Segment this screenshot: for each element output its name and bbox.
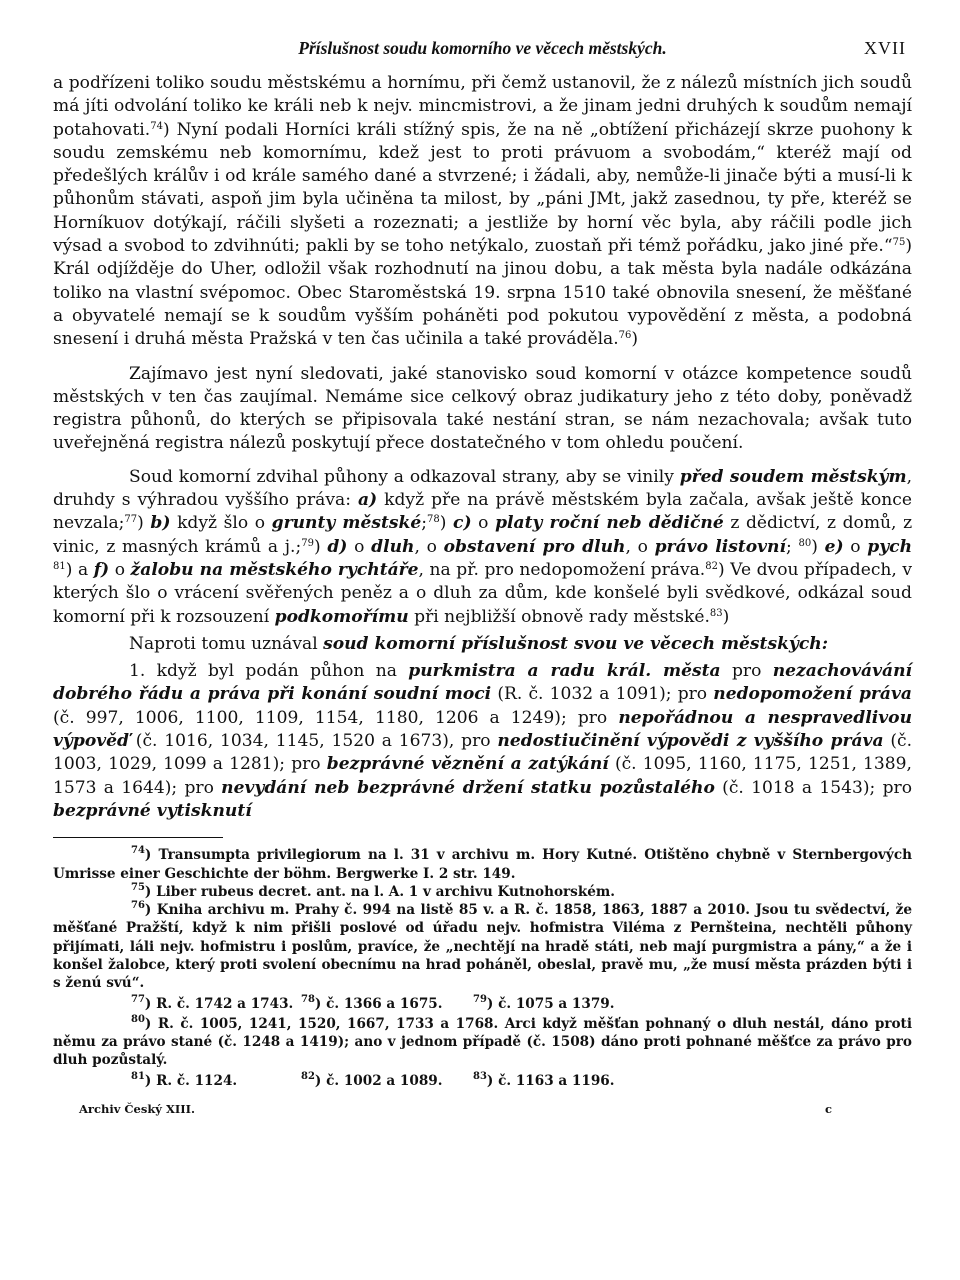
footnote (301, 995, 473, 1013)
footnote-ref: 74 (150, 120, 163, 132)
text-run: ) (439, 513, 447, 534)
footnote-ref: 83 (709, 607, 723, 619)
text-run: , o (625, 536, 648, 557)
footnote-text: ) Liber rubeus decret. ant. na l. A. 1 v archivu Kutnohorském. (144, 883, 616, 900)
emphasis: bezprávné vytisknutí (53, 800, 252, 821)
emphasis: nezachovávání dobrého řádu a práva při konání soudní moci (53, 661, 913, 705)
text-run: Soud komorní zdvihal půhony a odkazoval strany, aby se vinily (129, 466, 674, 487)
text-run: , o (414, 536, 437, 557)
text-run: při nejbližší obnově rady městské. (414, 606, 710, 627)
emphasis: nedostiučinění výpovědi z vyššího práva (497, 731, 884, 752)
text-run: (č. 1016, 1034, 1145, 1520 a 1673), pro (135, 731, 491, 752)
footnote (473, 1072, 615, 1090)
emphasis: nevydání neb bezprávné držení statku pozůstalého (221, 777, 715, 798)
text-run: a podřízeni toliko soudu městskému a hornímu, při čemž ustanovil, že z nálezů místních jich soudů má jíti odvolání toliko ke králi neb k nejv. mincmistrovi, a že jinam jedni druhých k soudům nemají potahovati. (53, 73, 912, 140)
text-run: o (850, 536, 861, 557)
footnote-number: 80 (131, 1013, 145, 1025)
paragraph (53, 466, 912, 629)
running-title: Příslušnost soudu komorního ve věcech městských. (298, 38, 667, 58)
text-run: (R. č. 1032 a 1091); pro (497, 684, 708, 705)
list-marker: f) (93, 559, 110, 580)
emphasis: purkmistra a radu král. města (408, 661, 721, 682)
emphasis: pych (867, 536, 913, 557)
text-run: ) (313, 536, 321, 557)
signature-line: Archiv Český XIII. (79, 1102, 196, 1117)
text-run: ) Král odjížděje do Uher, odložil však rozhodnutí na jinou dobu, a tak města byla nadále odkázána toliko na vlastní svépomoc. Obec Staroměstská 19. srpna 1510 také obnovila snesení, že měšťané a obyvatelé nemají se k soudům vyšším poháněti pod pokutou vypovědění z města, a podobná snesení i druhá města Pražská v ten čas učinila a také prováděla. (53, 236, 912, 350)
emphasis: bezprávné věznění a zatýkání (326, 754, 609, 775)
text-run: ) (137, 513, 144, 534)
text-run: (č. 1003, 1029, 1099 a 1281); pro (53, 731, 913, 775)
footnote-ref: 80 (798, 537, 812, 549)
footnote-divider (53, 837, 223, 838)
footnote-text: ) R. č. 1742 a 1743. (144, 995, 294, 1012)
page-number: XVII (864, 38, 906, 58)
text-run: ; (785, 536, 792, 557)
running-header (53, 38, 912, 72)
footnote-row (131, 995, 912, 1013)
emphasis: podkomořímu (274, 606, 409, 627)
footnote-text: ) R. č. 1005, 1241, 1520, 1667, 1733 a 1768. Arci když měšťan pohnaný o dluh nestál, dáno proti němu za právo stané (č. 1248 a 1419); ano v jednom případě (č. 1508) dáno proti pohnané měšťce za právo pro dluh pozůstalý. (53, 1015, 912, 1069)
paragraph (53, 72, 912, 352)
footnote-number: 74 (131, 845, 145, 857)
footnote (301, 1072, 473, 1090)
text-run: , na př. pro nedopomožení práva. (418, 559, 706, 580)
emphasis: soud komorní příslušnost svou ve věcech městských: (323, 633, 829, 654)
text-run: ) a (65, 559, 89, 580)
list-marker: e) (824, 536, 844, 557)
paragraph (53, 633, 912, 656)
text-run: když pře na právě městském byla začala, avšak ještě konce nevzala; (53, 490, 912, 534)
list-marker: d) (327, 536, 348, 557)
footnote-ref: 76 (618, 330, 632, 342)
text-run: ) (811, 536, 818, 557)
footnotes (53, 846, 912, 1090)
signature-mark: c (824, 1102, 832, 1117)
footnote (53, 883, 912, 901)
paragraph: Zajímavo jest nyní sledovati, jaké stanovisko soud komorní v otázce kompetence soudů městských v ten čas zaujímal. Nemáme sice celkový obraz judikatury jeho z této doby, poněvadž registra půhonů, do kterých se připisovala také nestání stran, se nám nezachovala; avšak tuto uveřejněná registra nálezů poskytují přece dostatečného v tom ohledu poučení. (53, 363, 912, 454)
text-run: o (354, 536, 365, 557)
footnote-ref: 81 (53, 560, 66, 572)
footnote-row (131, 1072, 912, 1090)
footnote-ref: 79 (301, 537, 314, 549)
emphasis: nepořádnou a nespravedlivou výpověď (53, 707, 912, 752)
footnote-ref: 78 (427, 514, 440, 526)
emphasis: nedopomožení práva (713, 684, 912, 705)
text-run: , druhdy s výhradou vyššího práva: (53, 466, 913, 511)
emphasis: před soudem městským (679, 466, 907, 487)
footnote (53, 901, 912, 992)
text-run: 1. když byl podán půhon na (129, 661, 397, 682)
text-run: když šlo o (177, 513, 266, 534)
text-run: (č. 1095, 1160, 1175, 1251, 1389, 1573 a 1644); pro (53, 754, 912, 798)
emphasis: grunty městské (271, 513, 422, 534)
footnote-number: 78 (301, 993, 315, 1005)
text-run: Naproti tomu uznával (129, 633, 318, 654)
main-text (53, 72, 912, 823)
emphasis: právo listovní (654, 536, 786, 557)
emphasis: platy roční neb dědičné (495, 513, 724, 534)
text-run: o (114, 559, 125, 580)
text-run: pro (731, 661, 762, 682)
page-footer (53, 1102, 912, 1124)
text-run: ; (421, 513, 428, 534)
footnote-number: 83 (473, 1070, 487, 1082)
text-run: (č. 1018 a 1543); pro (722, 777, 912, 798)
footnote-number: 81 (131, 1070, 145, 1082)
footnote (131, 995, 301, 1013)
footnote (53, 846, 912, 883)
text-run: z dědictví, z domů, z vinic, z masných krámů a j.; (53, 513, 913, 557)
list-marker: a) (357, 490, 378, 511)
footnote (53, 1015, 912, 1070)
footnote-text: ) Transumpta privilegiorum na l. 31 v archivu m. Hory Kutné. Otištěno chybně v Sternbergových Umrisse einer Geschichte der böhm. Bergwerke I. 2 str. 149. (53, 847, 912, 882)
footnote-number: 82 (301, 1070, 315, 1082)
footnote-text: ) č. 1075 a 1379. (486, 995, 615, 1012)
list-marker: c) (453, 513, 472, 534)
text-run: ) (722, 606, 730, 627)
paragraph (53, 660, 912, 823)
footnote-text: ) č. 1163 a 1196. (486, 1072, 615, 1089)
footnote-text: ) č. 1366 a 1675. (314, 995, 443, 1012)
text-run: o (478, 513, 489, 534)
emphasis: dluh (371, 536, 415, 557)
footnote (473, 995, 615, 1013)
footnote-text: ) č. 1002 a 1089. (314, 1072, 443, 1089)
footnote-number: 77 (131, 993, 145, 1005)
list-marker: b) (150, 513, 171, 534)
footnote-text: ) R. č. 1124. (144, 1072, 238, 1089)
text-run: (č. 997, 1006, 1100, 1109, 1154, 1180, 1206 a 1249); pro (53, 707, 608, 728)
footnote (131, 1072, 301, 1090)
footnote-ref: 82 (705, 560, 718, 572)
footnote-number: 79 (473, 993, 487, 1005)
emphasis: žalobu na městského rychtáře (130, 559, 419, 580)
footnote-number: 75 (131, 881, 145, 893)
footnote-ref: 77 (124, 514, 138, 526)
footnote-ref: 75 (892, 237, 906, 249)
text-run: ) Ve dvou případech, v kterých šlo o vrácení svěřených peněz a o dluh za dům, kde konšelé byli svědkové, odkázal soud komorní při k rozsouzení (53, 559, 913, 627)
text-run: ) (631, 329, 639, 350)
footnote-number: 76 (131, 900, 145, 912)
emphasis: obstavení pro dluh (443, 536, 626, 557)
text-run: ) Nyní podali Horníci králi stížný spis, že na ně „obtížení přicházejí skrze puohony k soudu zemskému neb komornímu, kdež jest to proti právuom a svobodám,“ kteréž mají od předešlých králův i od krále samého dané a stvrzené; i žádali, aby, nemůže-li jinače býti a musí-li k půhonům stávati, aspoň jim byla učiněna ta milost, by „páni JMt, jakž zasednou, ty pře, kteréž se Horníkuov dotýkají, ráčili slyšeti a rozeznati; a jestliže by horní věc byla, aby ráčili podle jich výsad a svobod to zdvihnúti; pakli by se toho netýkalo, zuostaň při témž pořádku, jako jiné pře.“ (53, 119, 912, 257)
footnote-text: ) Kniha archivu m. Prahy č. 994 na listě 85 v. a R. č. 1858, 1863, 1887 a 2010. Jsou tu svědectví, že měšťané Pražští, když k nim přišli poslové od úřadu nejv. hofmistra Viléma z Pernšteina, nechtěli půhony přijímati, láli nejv. hofmistru i poslům, pravíce, že „nechtějí na hradě státi, neb mají purgmistra a pány,“ a že i konšel žalobce, který proti svolení obecnímu na hrad poháněl, obeslal, pravě mu, „že musí města prázden býti i s ženú svú“. (53, 902, 912, 992)
